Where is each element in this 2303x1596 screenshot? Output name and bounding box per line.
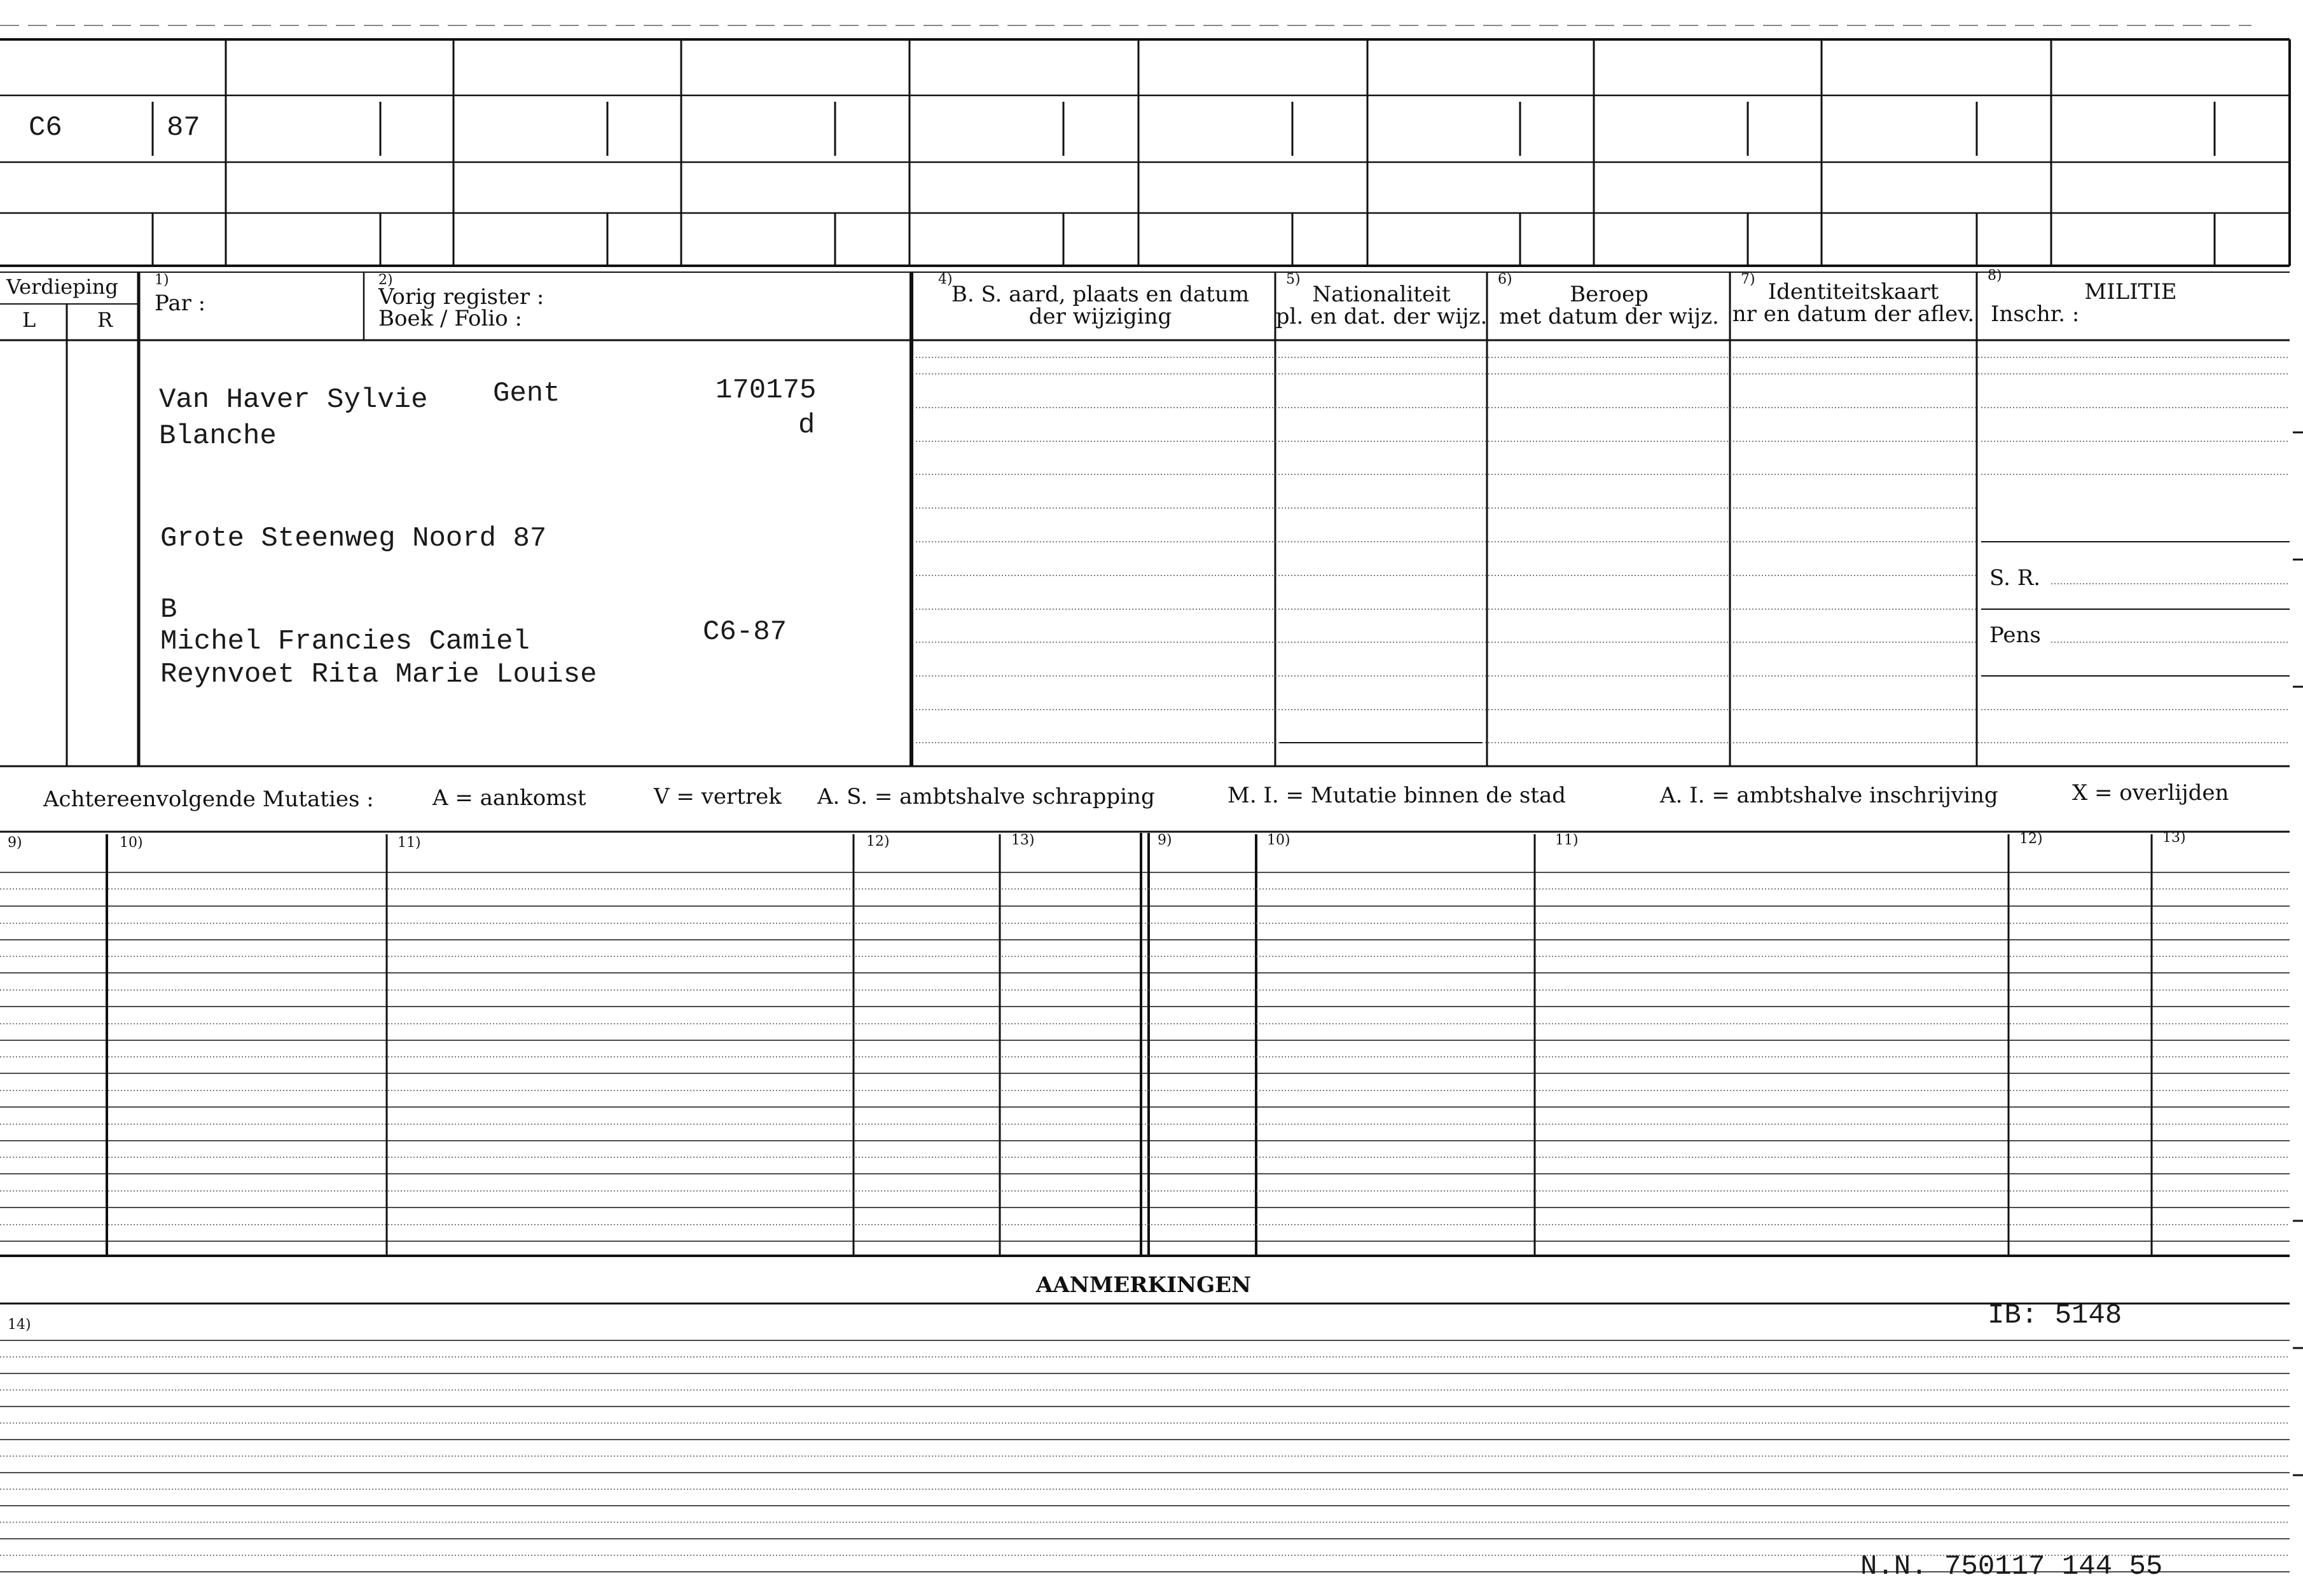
- floor-right-label: R: [97, 308, 113, 332]
- sex-marker: d: [798, 409, 815, 441]
- verdieping-label: Verdieping: [6, 275, 118, 299]
- mutations-ruled-lines: [0, 872, 2290, 1241]
- header-grid: [0, 272, 2290, 766]
- legend-v: V = vertrek: [654, 784, 782, 809]
- mut-left-col13: 13): [1011, 832, 1035, 848]
- col6-label-line2: met datum der wijz.: [1499, 304, 1719, 329]
- legend-a: A = aankomst: [432, 785, 586, 811]
- record-entry: [159, 375, 816, 691]
- marker-b: B: [160, 594, 177, 626]
- mut-right-col9: 9): [1158, 832, 1172, 848]
- legend-x: X = overlijden: [2072, 780, 2229, 806]
- reference: C6-87: [703, 616, 787, 648]
- sr-label: S. R.: [1989, 565, 2041, 591]
- legend-as: A. S. = ambtshalve schrapping: [817, 784, 1155, 809]
- national-number: N.N. 750117 144 55: [1860, 1551, 2163, 1583]
- col1-label: Par :: [155, 291, 206, 316]
- mut-right-col11: 11): [1555, 832, 1579, 848]
- top-grid: [0, 39, 2290, 266]
- mutations-table: [0, 832, 2290, 1256]
- col6-number: 6): [1498, 272, 1512, 287]
- col7-number: 7): [1741, 272, 1755, 287]
- mut-left-col11: 11): [398, 835, 421, 851]
- inschr-label: Inschr. :: [1991, 301, 2080, 327]
- top-code-1: C6: [29, 112, 62, 144]
- col1-number: 1): [155, 272, 169, 288]
- mutations-legend: [43, 780, 2229, 812]
- legend-mi: M. I. = Mutatie binnen de stad: [1228, 783, 1566, 808]
- mother-name: Reynvoet Rita Marie Louise: [160, 659, 597, 691]
- father-name: Michel Francies Camiel: [160, 626, 530, 657]
- col4-label-line1: B. S. aard, plaats en datum: [951, 282, 1250, 307]
- name-line2: Blanche: [159, 420, 277, 452]
- remarks-section: [0, 1304, 2290, 1572]
- mut-left-col12: 12): [866, 834, 890, 850]
- col5-label-line2: pl. en dat. der wijz.: [1275, 304, 1488, 329]
- record-ruled-lines: [916, 357, 2290, 743]
- col8-number: 8): [1988, 268, 2002, 284]
- mut-right-col13: 13): [2162, 830, 2186, 846]
- mut-left-col10: 10): [120, 835, 143, 851]
- col2-label-line1: Vorig register :: [378, 284, 544, 310]
- ib-number: IB: 5148: [1988, 1300, 2122, 1331]
- edge-ticks: [2293, 432, 2303, 1475]
- col5-number: 5): [1286, 272, 1301, 287]
- col5-label-line1: Nationaliteit: [1312, 282, 1451, 307]
- floor-left-label: L: [22, 308, 36, 332]
- col2-number: 2): [378, 272, 393, 288]
- col7-label-line2: nr en datum der aflev.: [1732, 301, 1975, 327]
- top-code-2: 87: [167, 112, 200, 144]
- name-line1: Van Haver Sylvie: [159, 384, 428, 416]
- birthplace: Gent: [493, 378, 560, 409]
- birthdate: 170175: [716, 375, 817, 406]
- col7-label-line1: Identiteitskaart: [1767, 279, 1939, 305]
- col4-number: 4): [938, 272, 953, 287]
- remarks-number: 14): [8, 1317, 31, 1333]
- address: Grote Steenweg Noord 87: [160, 523, 547, 554]
- col2-label-line2: Boek / Folio :: [378, 306, 522, 331]
- mut-right-col10: 10): [1267, 832, 1290, 848]
- pens-label: Pens: [1989, 623, 2041, 648]
- mut-right-col12: 12): [2019, 831, 2043, 847]
- legend-ai: A. I. = ambtshalve inschrijving: [1660, 783, 1998, 808]
- remarks-title: AANMERKINGEN: [1035, 1272, 1252, 1298]
- mut-left-col9: 9): [8, 835, 22, 851]
- col4-label-line2: der wijziging: [1028, 304, 1172, 329]
- col6-label-line1: Beroep: [1570, 282, 1649, 307]
- militie-label: MILITIE: [2084, 279, 2177, 305]
- mutations-title: Achtereenvolgende Mutaties :: [43, 787, 374, 812]
